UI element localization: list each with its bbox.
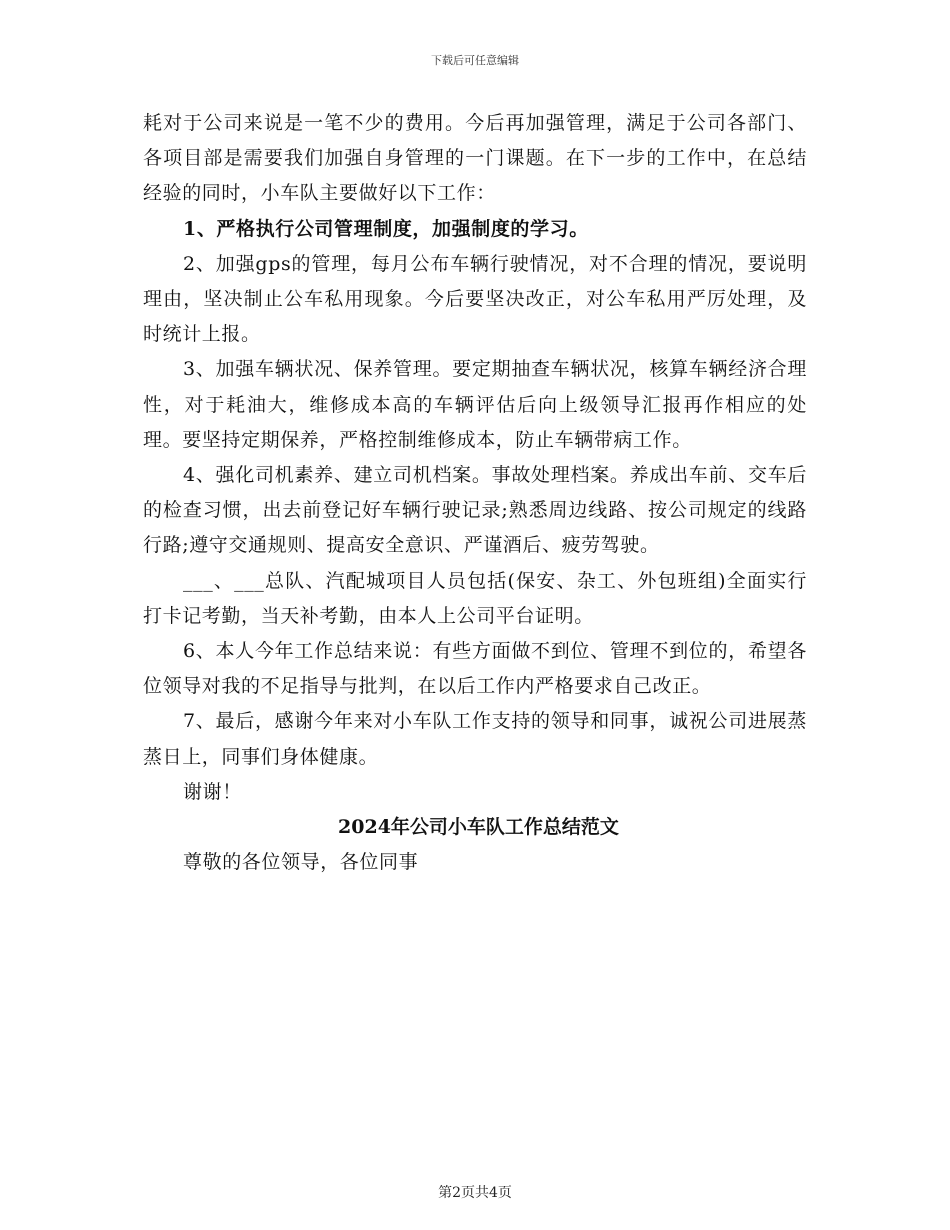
page-number-footer: 第2页共4页 <box>438 1185 512 1201</box>
paragraph-item-4: 4、强化司机素养、建立司机档案。事故处理档案。养成出车前、交车后的检查习惯，出去前登记好车辆行驶记录;熟悉周边线路、按公司规定的线路行路;遵守交通规则、提高安全意识、严谨酒后、疲劳驾驶。 <box>143 464 807 557</box>
paragraph-item-7: 7、最后，感谢今年来对小车队工作支持的领导和同事，诚祝公司进展蒸蒸日上，同事们身体健康。 <box>143 710 807 768</box>
closing-thanks: 谢谢！ <box>183 780 242 803</box>
salutation: 尊敬的各位领导，各位同事 <box>183 851 419 874</box>
paragraph-item-1: 1、严格执行公司管理制度，加强制度的学习。 <box>183 217 589 240</box>
section-title: 2024年公司小车队工作总结范文 <box>338 816 619 839</box>
page-header: 下载后可任意编辑 <box>431 54 519 67</box>
paragraph-item-6: 6、本人今年工作总结来说：有些方面做不到位、管理不到位的，希望各位领导对我的不足指导与批判，在以后工作内严格要求自己改正。 <box>143 640 807 698</box>
paragraph-continuation: 耗对于公司来说是一笔不少的费用。今后再加强管理，满足于公司各部门、各项目部是需要我们加强自身管理的一门课题。在下一步的工作中，在总结经验的同时，小车队主要做好以下工作： <box>143 112 807 205</box>
paragraph-item-5: ___、___总队、汽配城项目人员包括(保安、杂工、外包班组)全面实行打卡记考勤，当天补考勤，由本人上公司平台证明。 <box>143 569 807 627</box>
document-body <box>143 106 807 880</box>
paragraph-item-3: 3、加强车辆状况、保养管理。要定期抽查车辆状况，核算车辆经济合理性，对于耗油大，维修成本高的车辆评估后向上级领导汇报再作相应的处理。要坚持定期保养，严格控制维修成本，防止车辆带病工作。 <box>143 358 807 451</box>
paragraph-item-2: 2、加强gps的管理，每月公布车辆行驶情况，对不合理的情况，要说明理由，坚决制止公车私用现象。今后要坚决改正，对公车私用严厉处理，及时统计上报。 <box>143 252 807 346</box>
